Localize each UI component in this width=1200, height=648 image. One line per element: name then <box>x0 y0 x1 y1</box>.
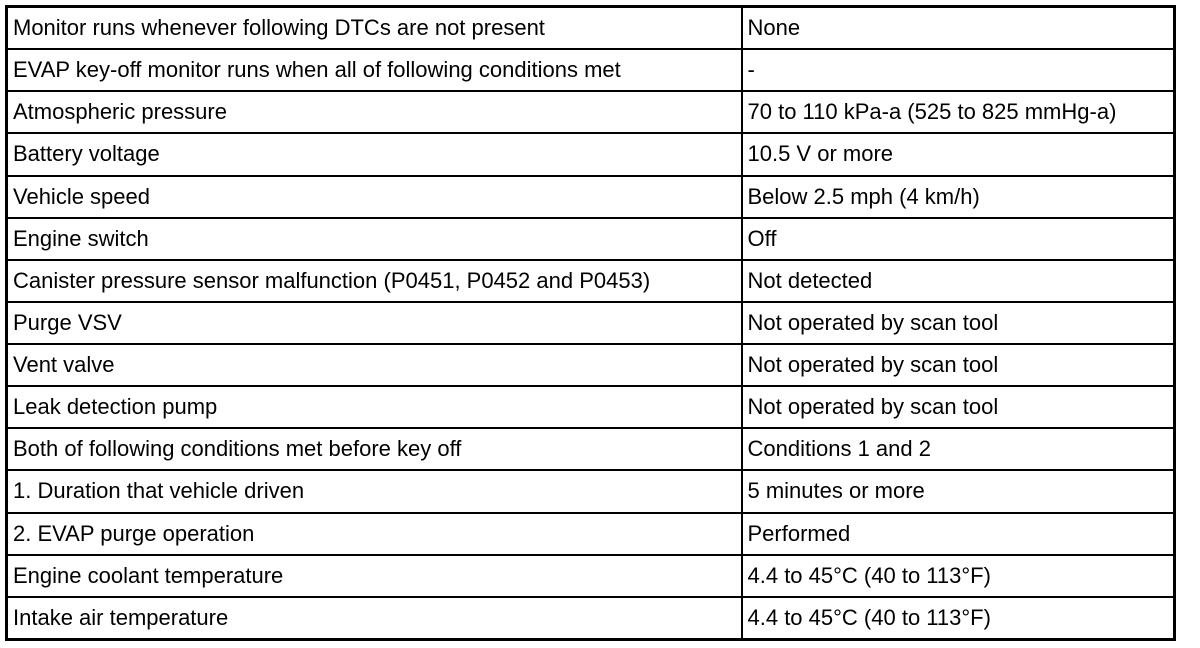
condition-item-cell: Intake air temperature <box>7 597 742 640</box>
condition-value-cell: 5 minutes or more <box>742 470 1175 512</box>
condition-item-cell: Engine coolant temperature <box>7 555 742 597</box>
table-row <box>7 513 1175 555</box>
condition-value-cell: Conditions 1 and 2 <box>742 428 1175 470</box>
condition-item-cell: Leak detection pump <box>7 386 742 428</box>
table-row <box>7 218 1175 260</box>
table-row <box>7 7 1175 50</box>
table-row <box>7 176 1175 218</box>
condition-value-cell: 70 to 110 kPa-a (525 to 825 mmHg-a) <box>742 91 1175 133</box>
condition-item-cell: Battery voltage <box>7 133 742 175</box>
condition-item-cell: 1. Duration that vehicle driven <box>7 470 742 512</box>
condition-value-cell: Below 2.5 mph (4 km/h) <box>742 176 1175 218</box>
table-row <box>7 344 1175 386</box>
condition-item-cell: Vent valve <box>7 344 742 386</box>
condition-item-cell: Atmospheric pressure <box>7 91 742 133</box>
condition-item-cell: 2. EVAP purge operation <box>7 513 742 555</box>
table-row <box>7 597 1175 640</box>
table-row <box>7 302 1175 344</box>
table-row <box>7 91 1175 133</box>
table-row <box>7 49 1175 91</box>
condition-value-cell: - <box>742 49 1175 91</box>
condition-value-cell: Not operated by scan tool <box>742 344 1175 386</box>
condition-item-cell: Canister pressure sensor malfunction (P0451, P0452 and P0453) <box>7 260 742 302</box>
condition-item-cell: Purge VSV <box>7 302 742 344</box>
condition-value-cell: Not detected <box>742 260 1175 302</box>
table-row <box>7 133 1175 175</box>
condition-item-cell: Engine switch <box>7 218 742 260</box>
condition-value-cell: None <box>742 7 1175 50</box>
condition-value-cell: Not operated by scan tool <box>742 302 1175 344</box>
condition-value-cell: 4.4 to 45°C (40 to 113°F) <box>742 597 1175 640</box>
table-row <box>7 470 1175 512</box>
table-row <box>7 386 1175 428</box>
condition-value-cell: Performed <box>742 513 1175 555</box>
condition-item-cell: Both of following conditions met before key off <box>7 428 742 470</box>
table-row <box>7 260 1175 302</box>
condition-value-cell: 10.5 V or more <box>742 133 1175 175</box>
monitor-conditions-table <box>5 5 1176 641</box>
table-row <box>7 428 1175 470</box>
condition-value-cell: 4.4 to 45°C (40 to 113°F) <box>742 555 1175 597</box>
condition-value-cell: Off <box>742 218 1175 260</box>
condition-item-cell: Vehicle speed <box>7 176 742 218</box>
condition-value-cell: Not operated by scan tool <box>742 386 1175 428</box>
condition-item-cell: EVAP key-off monitor runs when all of following conditions met <box>7 49 742 91</box>
table-row <box>7 555 1175 597</box>
condition-item-cell: Monitor runs whenever following DTCs are not present <box>7 7 742 50</box>
